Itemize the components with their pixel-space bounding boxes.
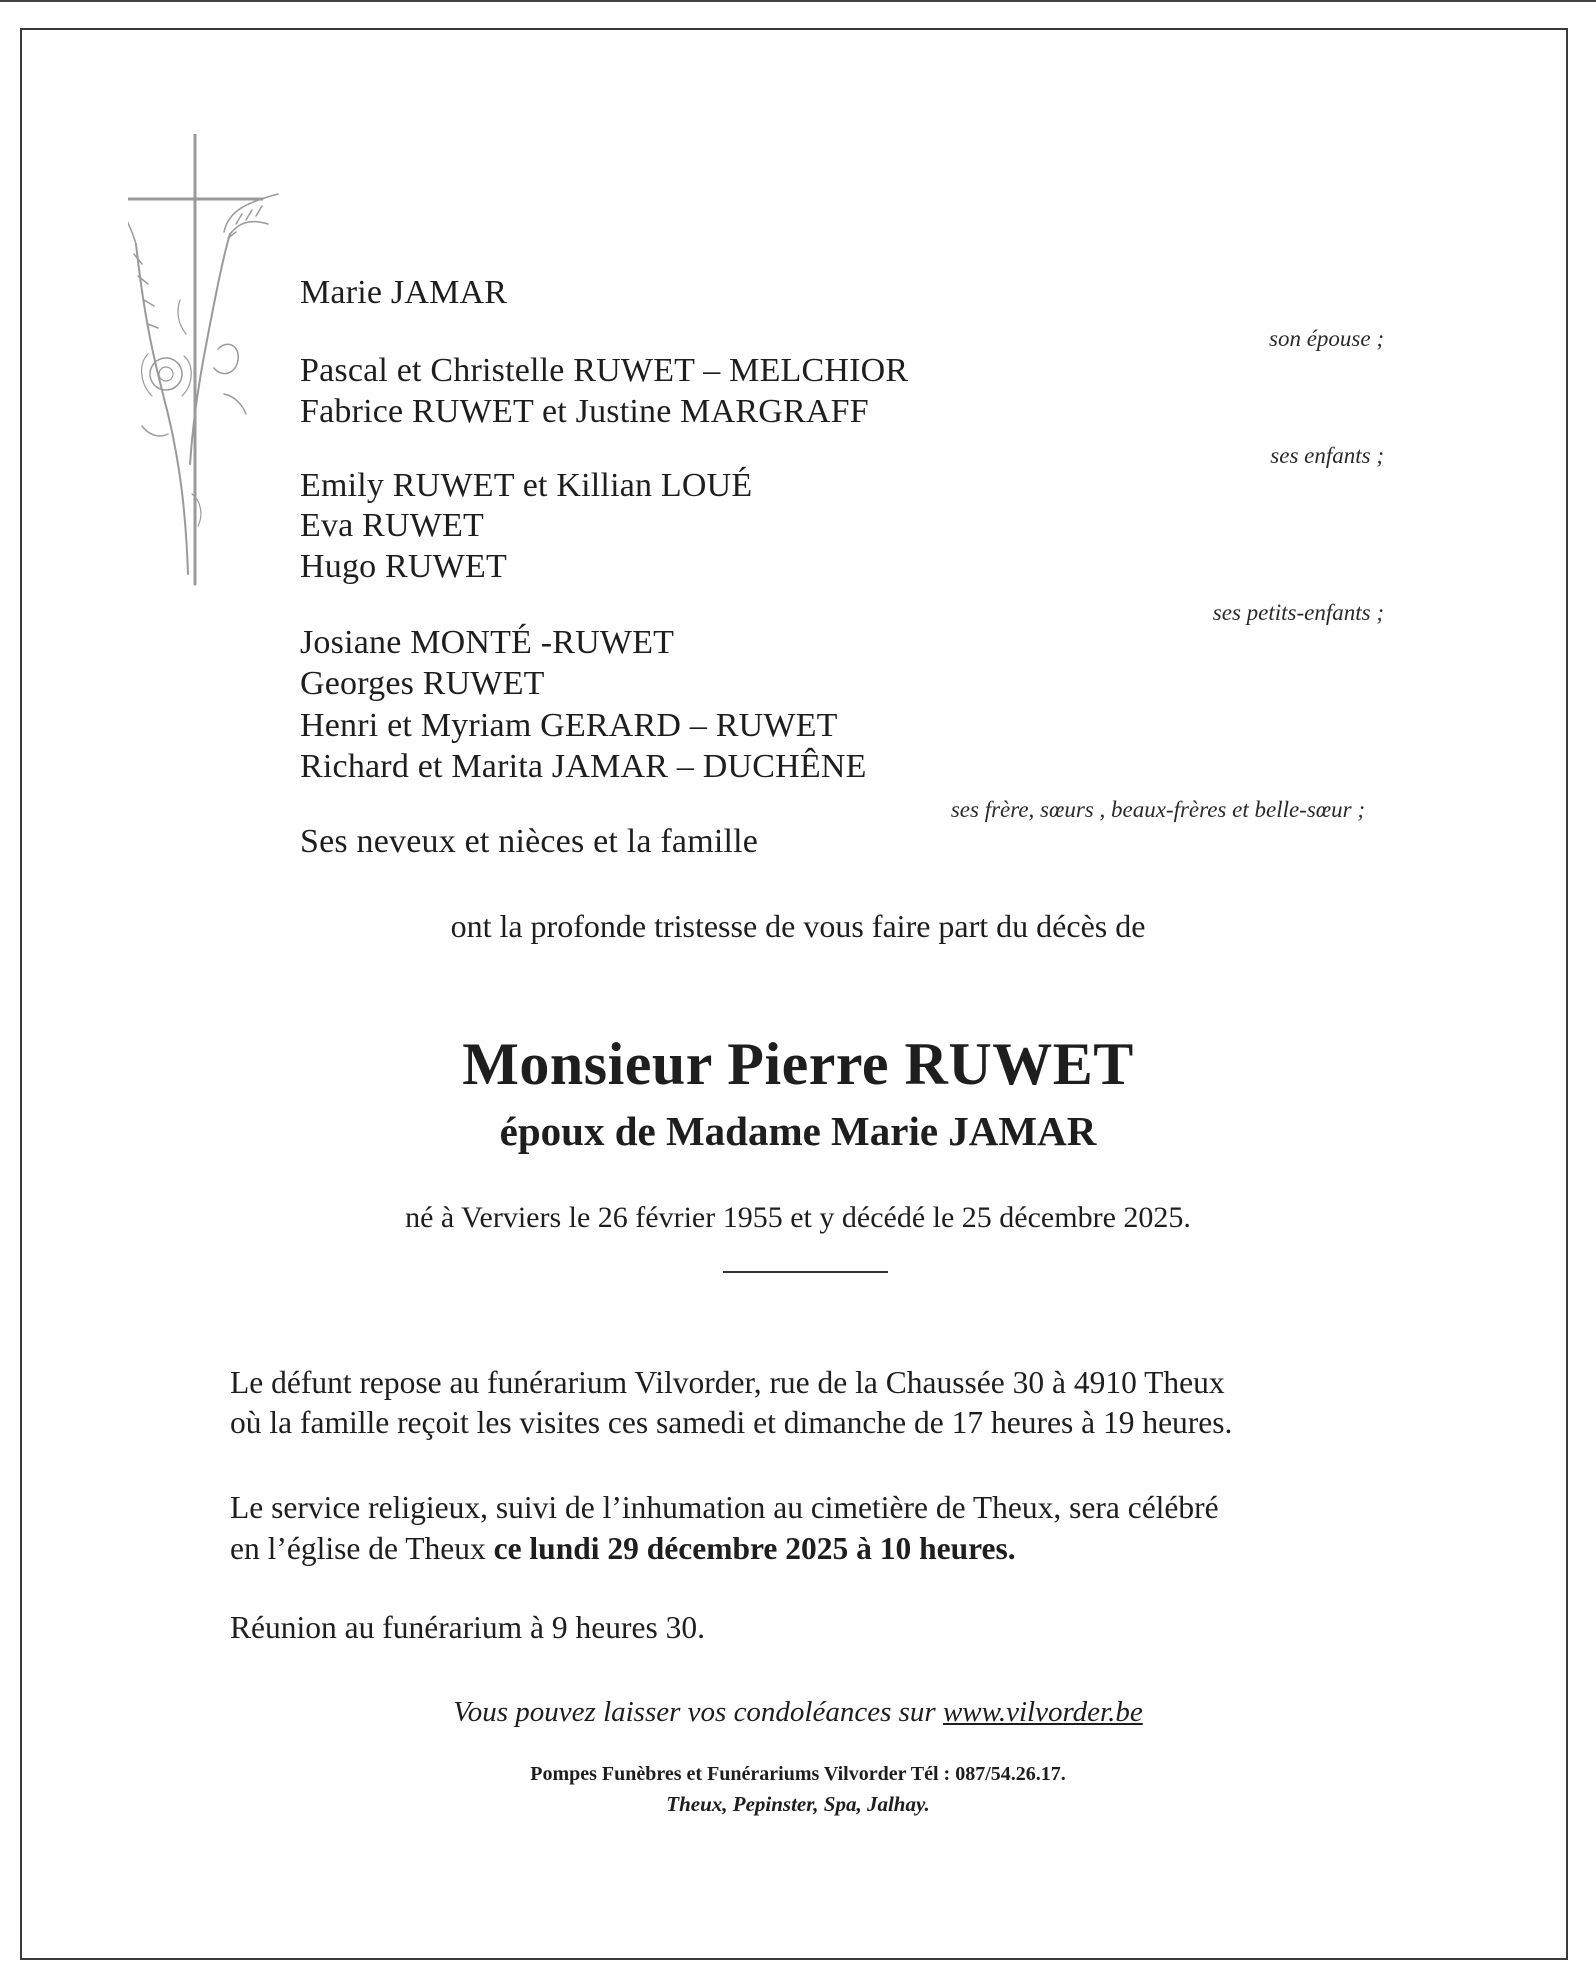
relation-label: ses enfants ; xyxy=(1270,443,1384,468)
footer-company: Pompes Funèbres et Funérariums Vilvorder Tél : 087/54.26.17. xyxy=(530,1763,1066,1785)
visit-info-line: Le défunt repose au funérarium Vilvorder, rue de la Chaussée 30 à 4910 Theux xyxy=(230,1365,1225,1400)
spouse-line: époux de Madame Marie JAMAR xyxy=(499,1108,1097,1154)
family-name: Marie JAMAR xyxy=(300,274,508,311)
service-info-line: Le service religieux, suivi de l’inhumation au cimetière de Theux, sera célébré xyxy=(230,1490,1219,1525)
family-name: Eva RUWET xyxy=(300,507,485,544)
announcement-text: ont la profonde tristesse de vous faire part du décès de xyxy=(450,908,1146,944)
condolences-line xyxy=(0,1696,1596,1729)
meeting-info: Réunion au funérarium à 9 heures 30. xyxy=(230,1610,705,1645)
condolences-link[interactable]: www.vilvorder.be xyxy=(942,1696,1143,1728)
family-name: Hugo RUWET xyxy=(300,548,507,585)
divider xyxy=(723,1271,888,1273)
relation-label: ses petits-enfants ; xyxy=(1212,600,1384,625)
family-name: Richard et Marita JAMAR – DUCHÊNE xyxy=(300,748,867,785)
family-name: Emily RUWET et Killian LOUÉ xyxy=(300,467,753,504)
family-name: Henri et Myriam GERARD – RUWET xyxy=(300,707,838,744)
top-edge-line xyxy=(0,0,1596,2)
service-info-line xyxy=(230,1531,1016,1567)
footer-locations: Theux, Pepinster, Spa, Jalhay. xyxy=(666,1792,930,1816)
service-info-text: en l’église de Theux xyxy=(230,1531,494,1566)
family-name: Fabrice RUWET et Justine MARGRAFF xyxy=(300,393,869,430)
family-name: Josiane MONTÉ -RUWET xyxy=(300,624,675,661)
family-name: Pascal et Christelle RUWET – MELCHIOR xyxy=(300,352,909,389)
relation-label: son épouse ; xyxy=(1269,326,1384,351)
relation-label: ses frère, sœurs , beaux-frères et belle-sœur ; xyxy=(950,797,1365,822)
birth-death-dates: né à Verviers le 26 février 1955 et y décédé le 25 décembre 2025. xyxy=(405,1201,1191,1234)
family-name: Georges RUWET xyxy=(300,665,545,702)
cross-with-wheat-icon xyxy=(128,134,298,594)
service-date: ce lundi 29 décembre 2025 à 10 heures. xyxy=(493,1531,1016,1566)
condolences-text: Vous pouvez laisser vos condoléances sur xyxy=(453,1696,943,1728)
visit-info-line: où la famille reçoit les visites ces samedi et dimanche de 17 heures à 19 heures. xyxy=(230,1405,1233,1440)
deceased-name: Monsieur Pierre RUWET xyxy=(462,1031,1134,1097)
family-name: Ses neveux et nièces et la famille xyxy=(300,823,759,860)
